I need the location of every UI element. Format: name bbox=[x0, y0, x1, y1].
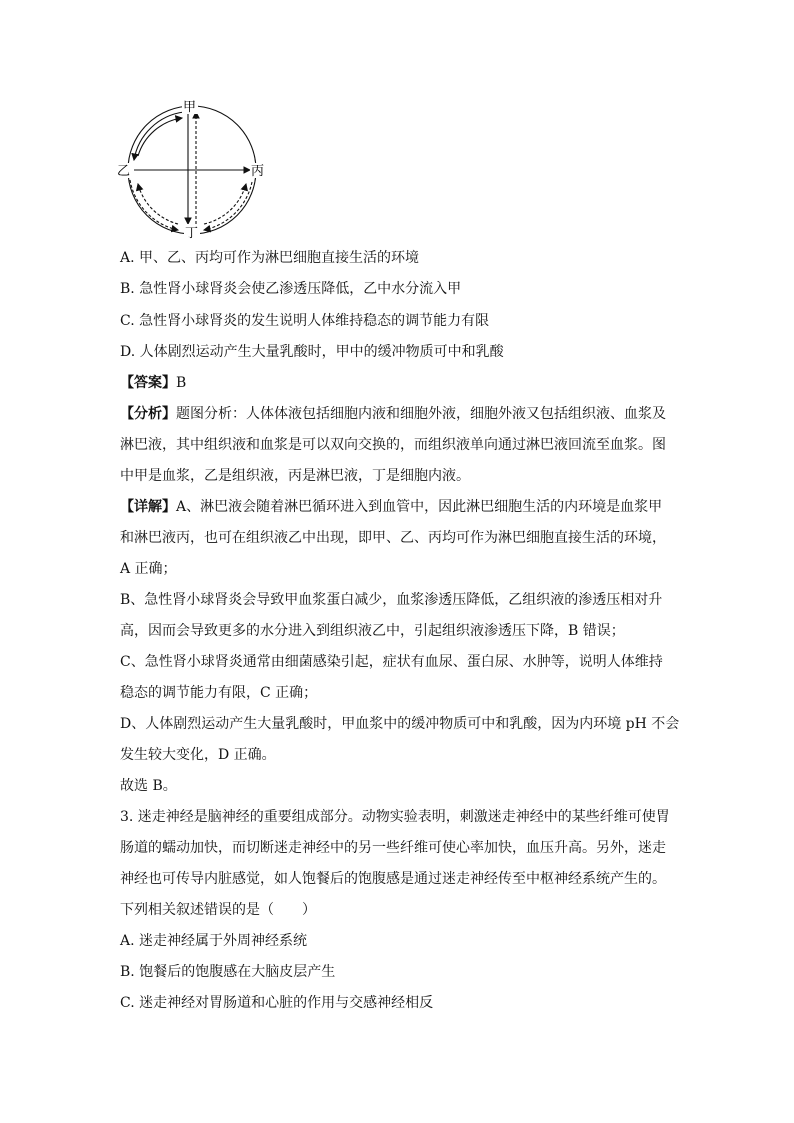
body-fluid-diagram bbox=[112, 96, 272, 241]
analysis-line: 中甲是血浆，乙是组织液，丙是淋巴液，丁是细胞内液。 bbox=[120, 468, 470, 484]
answer-value: B bbox=[176, 375, 187, 391]
q3-option-b: B. 饱餐后的饱腹感在大脑皮层产生 bbox=[120, 964, 336, 980]
answer-line bbox=[120, 373, 186, 393]
detail-line: D、人体剧烈运动产生大量乳酸时，甲血浆中的缓冲物质可中和乳酸，因为内环境 pH 不会 bbox=[120, 716, 680, 732]
q2-option-b: B. 急性肾小球肾炎会使乙渗透压降低，乙中水分流入甲 bbox=[120, 281, 462, 297]
detail-line: B、急性肾小球肾炎会导致甲血浆蛋白减少，血浆渗透压降低，乙组织液的渗透压相对升 bbox=[120, 592, 663, 608]
detail-conclusion: 故选 B。 bbox=[120, 778, 177, 794]
analysis-paragraph bbox=[120, 399, 680, 492]
q3-stem-line: 下列相关叙述错误的是（ ） bbox=[120, 902, 316, 918]
detail-line: A 正确； bbox=[120, 561, 177, 577]
node-label-ding: 丁 bbox=[185, 226, 199, 241]
q3-stem-line: 神经也可传导内脏感觉，如人饱餐后的饱腹感是通过迷走神经传至中枢神经系统产生的。 bbox=[120, 871, 666, 887]
arrow-bottom-to-right-dashed bbox=[204, 184, 246, 224]
q2-option-c: C. 急性肾小球肾炎的发生说明人体维持稳态的调节能力有限 bbox=[120, 313, 490, 329]
detail-line: 高，因而会导致更多的水分进入到组织液乙中，引起组织液渗透压下降，B 错误； bbox=[120, 623, 625, 639]
q3-option-a: A. 迷走神经属于外周神经系统 bbox=[120, 933, 308, 949]
detail-paragraph bbox=[120, 492, 680, 802]
analysis-tag: 【分析】 bbox=[120, 406, 176, 422]
arrow-bottom-to-left-dashed bbox=[138, 184, 178, 224]
detail-line: 和淋巴液丙，也可在组织液乙中出现，即甲、乙、丙均可作为淋巴细胞直接生活的环境， bbox=[120, 530, 666, 546]
q3-stem bbox=[120, 802, 680, 1019]
answer-tag: 【答案】 bbox=[120, 375, 176, 391]
detail-line: C、急性肾小球肾炎通常由细菌感染引起，症状有血尿、蛋白尿、水肿等，说明人体维持 bbox=[120, 654, 663, 670]
q3-stem-line: 3. 迷走神经是脑神经的重要组成部分。动物实验表明，刺激迷走神经中的某些纤维可使胃 bbox=[120, 809, 670, 825]
detail-line: 【详解】A、淋巴液会随着淋巴循环进入到血管中，因此淋巴细胞生活的内环境是血浆甲 bbox=[120, 499, 663, 515]
detail-tag: 【详解】 bbox=[120, 499, 176, 515]
node-label-yi: 乙 bbox=[117, 164, 131, 179]
node-label-bing: 丙 bbox=[251, 164, 265, 179]
detail-line: 稳态的调节能力有限，C 正确； bbox=[120, 685, 318, 701]
analysis-line: 淋巴液，其中组织液和血浆是可以双向交换的，而组织液单向通过淋巴液回流至血浆。图 bbox=[120, 437, 666, 453]
arrow-left-to-bottom-dashed bbox=[130, 180, 178, 230]
node-label-jia: 甲 bbox=[183, 100, 197, 115]
detail-line: 发生较大变化，D 正确。 bbox=[120, 747, 276, 763]
q3-stem-line: 肠道的蠕动加快，而切断迷走神经中的另一些纤维可使心率加快，血压升高。另外，迷走 bbox=[120, 840, 666, 856]
q2-option-a: A. 甲、乙、丙均可作为淋巴细胞直接生活的环境 bbox=[120, 250, 420, 266]
arrow-left-to-top bbox=[138, 118, 182, 156]
q3-option-c: C. 迷走神经对胃肠道和心脏的作用与交感神经相反 bbox=[120, 995, 434, 1011]
q2-option-d: D. 人体剧烈运动产生大量乳酸时，甲中的缓冲物质可中和乳酸 bbox=[120, 344, 504, 360]
analysis-line: 【分析】题图分析：人体体液包括细胞内液和细胞外液，细胞外液又包括组织液、血浆及 bbox=[120, 406, 666, 422]
